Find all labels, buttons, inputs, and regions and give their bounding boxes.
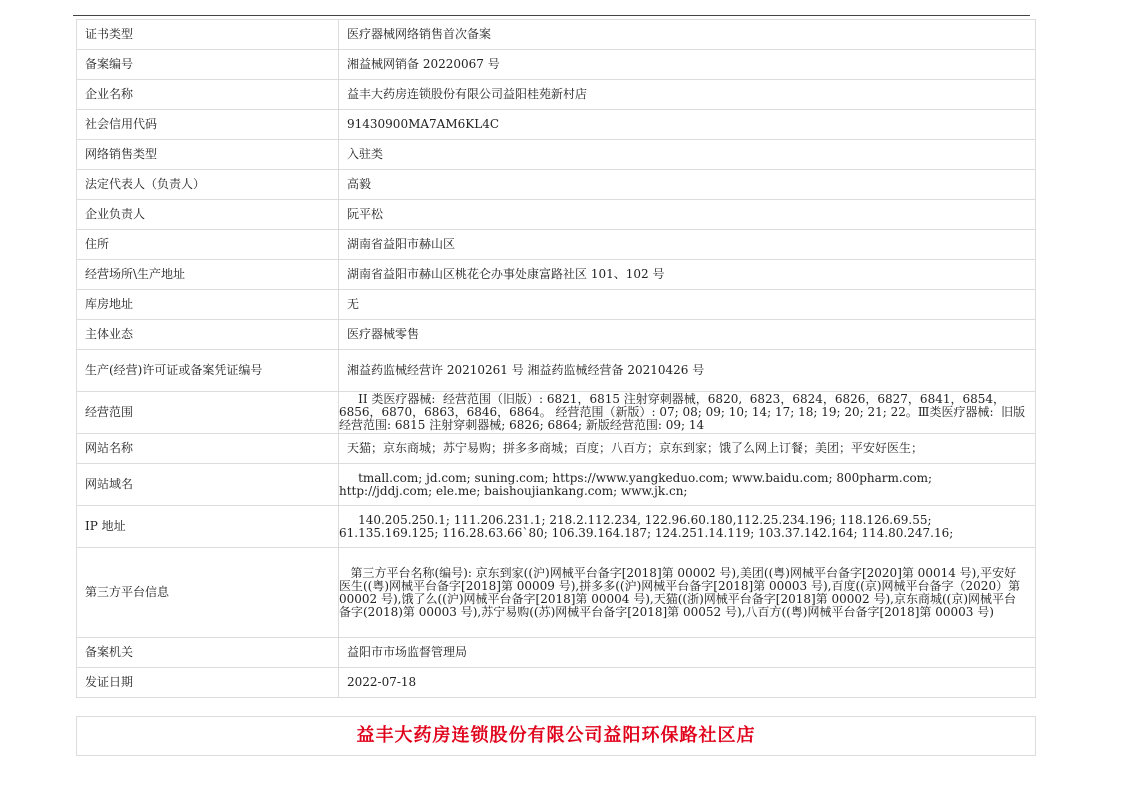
row-value: 益丰大药房连锁股份有限公司益阳桂苑新村店 [339, 80, 1036, 110]
row-label: 企业负责人 [77, 200, 339, 230]
row-value: 湘益药监械经营许 20210261 号 湘益药监械经营备 20210426 号 [339, 350, 1036, 392]
row-value: 益阳市市场监督管理局 [339, 638, 1036, 668]
row-value: 医疗器械网络销售首次备案 [339, 20, 1036, 50]
row-label: 备案机关 [77, 638, 339, 668]
table-row [77, 200, 1036, 230]
table-row [77, 20, 1036, 50]
row-label: 经营场所\生产地址 [77, 260, 339, 290]
row-value: tmall.com; jd.com; suning.com; https://www.yangkeduo.com; www.baidu.com; 800pharm.com; http://jddj.com; ele.me; baishoujiankang.com; www.jk.cn; [339, 464, 1036, 506]
certificate-table [76, 19, 1036, 698]
row-value: 阮平松 [339, 200, 1036, 230]
row-value: 高毅 [339, 170, 1036, 200]
table-row [77, 260, 1036, 290]
row-value: 无 [339, 290, 1036, 320]
table-row [77, 320, 1036, 350]
table-row [77, 434, 1036, 464]
table-row [77, 140, 1036, 170]
table-row [77, 548, 1036, 638]
row-value: 140.205.250.1; 111.206.231.1; 218.2.112.234, 122.96.60.180,112.25.234.196; 118.126.69.55; 61.135.169.125; 116.28.63.66`80; 106.39.164.187; 124.251.14.119; 103.37.142.164; 114.80.247.16; [339, 506, 1036, 548]
company-name-footer: 益丰大药房连锁股份有限公司益阳环保路社区店 [76, 716, 1036, 756]
row-value: 湖南省益阳市赫山区桃花仑办事处康富路社区 101、102 号 [339, 260, 1036, 290]
table-row [77, 350, 1036, 392]
row-value: 天猫；京东商城；苏宁易购；拼多多商城；百度；八百方；京东到家；饿了么网上订餐；美团；平安好医生； [339, 434, 1036, 464]
row-value: II 类医疗器械: 经营范围（旧版）: 6821，6815 注射穿刺器械，6820, 6823，6824，6826，6827，6841，6854，6856，6870，6863，6846，6864。 经营范围（新版）: 07; 08; 09; 10; 14; 17; 18; 19; 20; 21; 22。Ⅲ类医疗器械: 旧版经营范围: 6815 注射穿刺器械; 6826; 6864; 新版经营范围: 09; 14 [339, 392, 1036, 434]
row-label: 法定代表人（负责人） [77, 170, 339, 200]
table-row [77, 464, 1036, 506]
row-label: 库房地址 [77, 290, 339, 320]
top-divider [73, 15, 1030, 16]
row-value: 入驻类 [339, 140, 1036, 170]
row-value: 91430900MA7AM6KL4C [339, 110, 1036, 140]
table-row [77, 506, 1036, 548]
row-label: 网站名称 [77, 434, 339, 464]
table-row [77, 110, 1036, 140]
row-label: IP 地址 [77, 506, 339, 548]
row-label: 住所 [77, 230, 339, 260]
row-value: 第三方平台名称(编号): 京东到家((沪)网械平台备字[2018]第 00002 号),美团((粤)网械平台备字[2020]第 00014 号),平安好医生((粤)网械平台备字[2018]第 00009 号),拼多多((沪)网械平台备字[2018]第 00003 号),百度((京)网械平台备字（2020）第 00002 号),饿了么((沪)网械平台备字[2018]第 00004 号),天猫((浙)网械平台备字[2018]第 00002 号),京东商城((京)网械平台备字(2018)第 00003 号),苏宁易购((苏)网械平台备字[2018]第 00052 号),八百方((粤)网械平台备字[2018]第 00003 号) [339, 548, 1036, 638]
table-row [77, 170, 1036, 200]
table-row [77, 80, 1036, 110]
table-row [77, 230, 1036, 260]
table-row [77, 668, 1036, 698]
table-row [77, 50, 1036, 80]
table-row [77, 638, 1036, 668]
table-row [77, 290, 1036, 320]
row-label: 企业名称 [77, 80, 339, 110]
row-label: 第三方平台信息 [77, 548, 339, 638]
row-value: 湖南省益阳市赫山区 [339, 230, 1036, 260]
row-value: 医疗器械零售 [339, 320, 1036, 350]
row-label: 社会信用代码 [77, 110, 339, 140]
table-row [77, 392, 1036, 434]
row-label: 证书类型 [77, 20, 339, 50]
row-label: 网站域名 [77, 464, 339, 506]
row-label: 主体业态 [77, 320, 339, 350]
row-label: 生产(经营)许可证或备案凭证编号 [77, 350, 339, 392]
row-label: 备案编号 [77, 50, 339, 80]
row-value: 湘益械网销备 20220067 号 [339, 50, 1036, 80]
row-label: 发证日期 [77, 668, 339, 698]
row-value: 2022-07-18 [339, 668, 1036, 698]
row-label: 经营范围 [77, 392, 339, 434]
row-label: 网络销售类型 [77, 140, 339, 170]
